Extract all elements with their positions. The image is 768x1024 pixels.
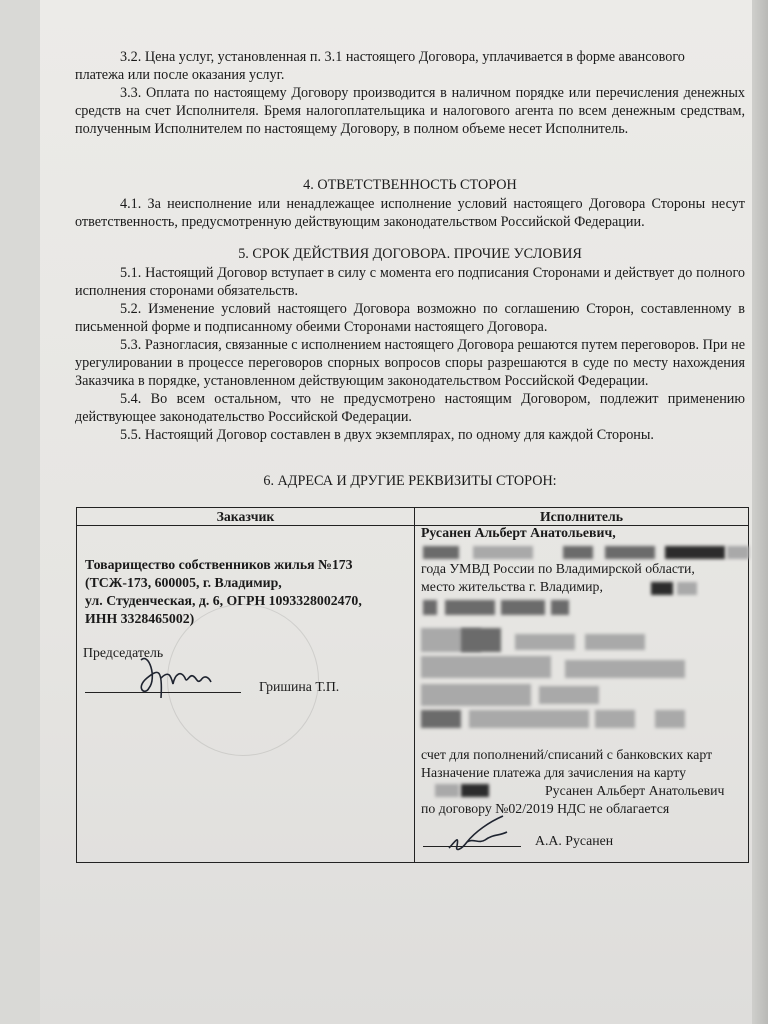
clause-5-3: 5.3. Разногласия, связанные с исполнением настоящего Договора решаются путем переговоров. При не урегулировании в процессе переговоров спорных вопросов споры разрешаются в суде по месту нахождения Заказчика в порядке, установленном действующим законодательством Российской Федерации.	[75, 337, 745, 389]
clause-5-1: 5.1. Настоящий Договор вступает в силу с момента его подписания Сторонами и действует до полного исполнения сторонами обязательств.	[75, 265, 745, 299]
customer-details-line3: ИНН 3328465002)	[85, 611, 195, 626]
redaction	[727, 546, 749, 559]
customer-signature	[127, 648, 237, 708]
requisites-table	[76, 507, 749, 863]
section-3	[75, 48, 745, 138]
section-5-title: 5. СРОК ДЕЙСТВИЯ ДОГОВОРА. ПРОЧИЕ УСЛОВИЯ	[238, 246, 582, 262]
redaction	[461, 784, 489, 797]
executor-account-line: счет для пополнений/списаний с банковских карт	[421, 747, 713, 762]
redaction	[563, 546, 593, 559]
executor-name: Русанен Альберт Анатольевич,	[421, 525, 616, 540]
section-5	[75, 264, 745, 444]
redaction	[651, 582, 673, 595]
redaction	[421, 710, 461, 728]
redaction	[551, 600, 569, 615]
executor-contract-line: по договору №02/2019 НДС не облагается	[421, 801, 670, 816]
redaction	[539, 686, 599, 704]
customer-position: Председатель	[83, 645, 164, 660]
redaction	[677, 582, 697, 595]
customer-details-line1: (ТСЖ-173, 600005, г. Владимир,	[85, 575, 282, 590]
clause-3-2-line2: платежа или после оказания услуг.	[75, 67, 285, 83]
clause-4-1: 4.1. За неисполнение или ненадлежащее исполнение условий настоящего Договора Стороны несут ответственность, предусмотренную действующим законодательством Российской Федерации.	[75, 196, 745, 230]
section-4-title: 4. ОТВЕТСТВЕННОСТЬ СТОРОН	[303, 177, 517, 193]
redaction	[655, 710, 685, 728]
clause-5-5: 5.5. Настоящий Договор составлен в двух экземплярах, по одному для каждой Стороны.	[120, 427, 654, 443]
executor-residence-line: место жительства г. Владимир,	[421, 579, 603, 594]
executor-signer: А.А. Русанен	[535, 833, 614, 848]
customer-details-line2: ул. Студенческая, д. 6, ОГРН 1093328002470,	[85, 593, 362, 608]
customer-cell	[77, 526, 415, 863]
redaction	[585, 634, 645, 650]
executor-signature	[445, 812, 525, 856]
redaction	[501, 600, 545, 615]
clause-5-4: 5.4. Во всем остальном, что не предусмотрено настоящим Договором, подлежит применению действующее законодательство Российской Федерации.	[75, 391, 745, 425]
customer-signer: Гришина Т.П.	[259, 679, 340, 694]
section-4	[75, 195, 745, 231]
customer-header: Заказчик	[77, 508, 415, 526]
section-6-title: 6. АДРЕСА И ДРУГИЕ РЕКВИЗИТЫ СТОРОН:	[263, 473, 557, 489]
redaction	[473, 546, 533, 559]
executor-passport-line: года УМВД России по Владимирской области,	[421, 561, 695, 576]
redaction	[595, 710, 635, 728]
redaction	[435, 784, 459, 797]
clause-5-2: 5.2. Изменение условий настоящего Договора возможно по соглашению Сторон, составленному в письменной форме и подписанному обеими Сторонами настоящего Договора.	[75, 301, 745, 335]
redaction	[565, 660, 685, 678]
redaction	[605, 546, 655, 559]
executor-cell	[415, 526, 749, 863]
customer-name: Товарищество собственников жилья №173	[85, 557, 353, 572]
redaction	[665, 546, 725, 559]
executor-purpose-line: Назначение платежа для зачисления на карту	[421, 765, 686, 780]
redaction	[423, 546, 459, 559]
redaction	[423, 600, 437, 615]
redaction	[469, 710, 589, 728]
redaction	[445, 600, 495, 615]
redaction	[461, 628, 501, 652]
executor-header: Исполнитель	[415, 508, 749, 526]
redaction	[421, 656, 551, 678]
clause-3-2-line1: 3.2. Цена услуг, установленная п. 3.1 настоящего Договора, уплачивается в форме авансового	[120, 49, 685, 65]
redaction	[421, 684, 531, 706]
executor-purpose-name: Русанен Альберт Анатольевич	[545, 783, 725, 798]
redaction	[515, 634, 575, 650]
clause-3-3: 3.3. Оплата по настоящему Договору производится в наличном порядке или перечисления денежных средств на счет Исполнителя. Бремя налогоплательщика и налогового агента по всем денежным средствам, полученным Исполнителем по настоящему Договору, в полном объеме несет Исполнитель.	[75, 85, 745, 137]
page-edge	[752, 0, 768, 1024]
